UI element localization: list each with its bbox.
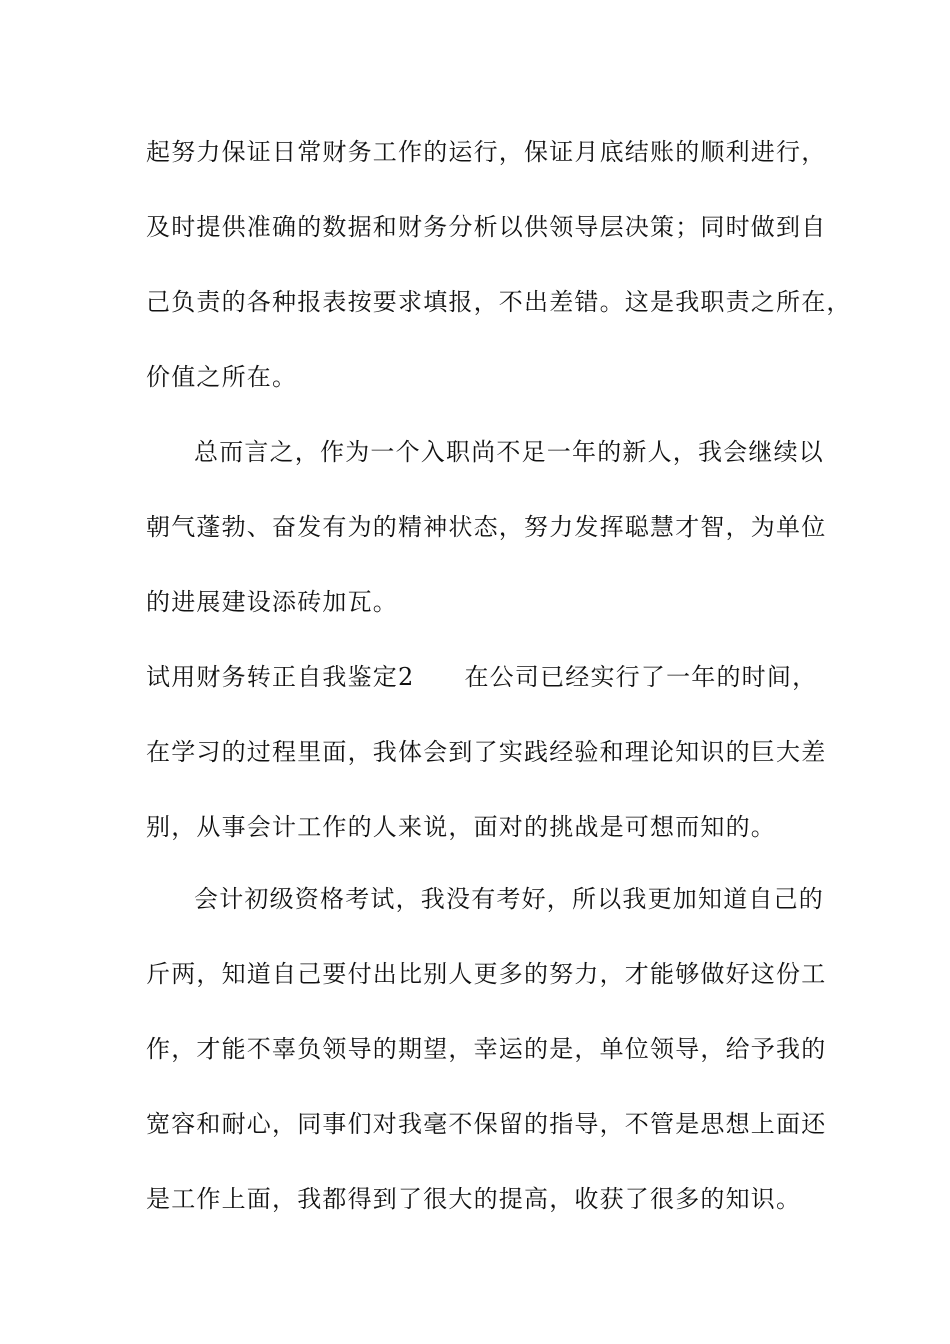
text-line: 宽容和耐心，同事们对我毫不保留的指导，不管是思想上面还 <box>146 1110 827 1138</box>
text-line: 及时提供准确的数据和财务分析以供领导层决策；同时做到自 <box>146 213 827 241</box>
text-line: 斤两，知道自己要付出比别人更多的努力，才能够做好这份工 <box>146 960 827 988</box>
text-line: 是工作上面，我都得到了很大的提高，收获了很多的知识。 <box>146 1185 802 1213</box>
paragraph-first-line: 总而言之，作为一个入职尚不足一年的新人，我会继续以 <box>194 438 824 466</box>
text-line: 作，才能不辜负领导的期望，幸运的是，单位领导，给予我的 <box>146 1035 827 1063</box>
text-line: 起努力保证日常财务工作的运行，保证月底结账的顺利进行， <box>146 138 827 166</box>
paragraph-first-line: 会计初级资格考试，我没有考好，所以我更加知道自己的 <box>194 885 824 913</box>
text-line: 己负责的各种报表按要求填报，不出差错。这是我职责之所在， <box>146 288 852 316</box>
text-line: 别，从事会计工作的人来说，面对的挑战是可想而知的。 <box>146 813 776 841</box>
section-first-sentence: 在公司已经实行了一年的时间， <box>464 663 818 691</box>
text-line: 朝气蓬勃、奋发有为的精神状态，努力发挥聪慧才智，为单位 <box>146 513 827 541</box>
text-line: 价值之所在。 <box>146 363 298 391</box>
section-heading-line <box>146 661 817 693</box>
text-line: 的进展建设添砖加瓦。 <box>146 588 398 616</box>
text-line: 在学习的过程里面，我体会到了实践经验和理论知识的巨大差 <box>146 738 827 766</box>
section-title: 试用财务转正自我鉴定2 <box>146 663 415 691</box>
